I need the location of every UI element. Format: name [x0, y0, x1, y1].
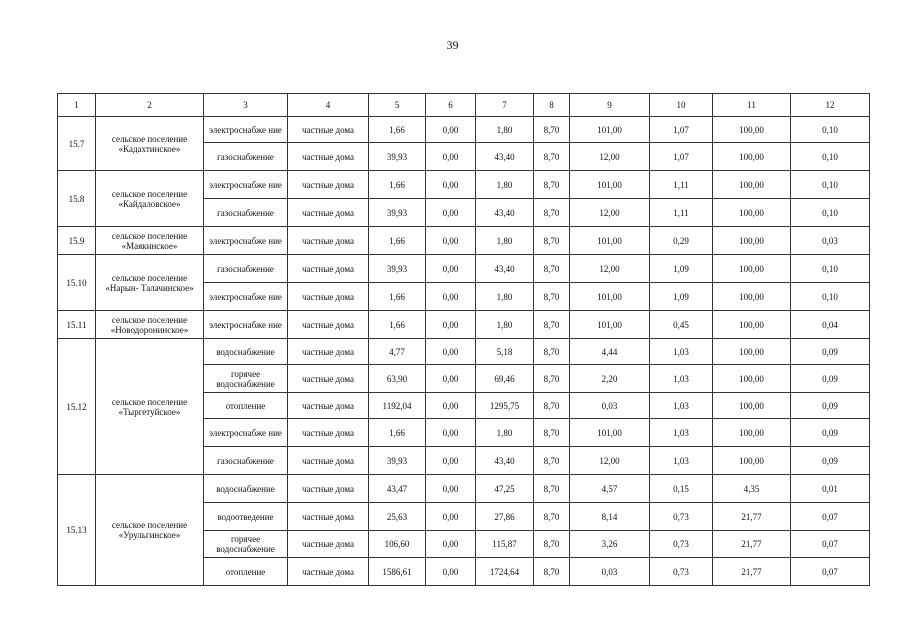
- value-cell: 12,00: [570, 143, 650, 171]
- value-cell: 25,63: [369, 503, 426, 531]
- value-cell: 0,09: [791, 447, 870, 475]
- value-cell: 0,00: [426, 475, 476, 503]
- consumer-type-cell: частные дома: [288, 475, 369, 503]
- consumer-type-cell: частные дома: [288, 531, 369, 558]
- value-cell: 8,70: [534, 283, 570, 311]
- service-cell: водоотведение: [204, 503, 288, 531]
- value-cell: 100,00: [713, 311, 791, 339]
- value-cell: 1,66: [369, 171, 426, 199]
- header-cell: 3: [204, 94, 288, 117]
- value-cell: 4,77: [369, 339, 426, 365]
- value-cell: 8,70: [534, 255, 570, 283]
- header-cell: 9: [570, 94, 650, 117]
- value-cell: 8,70: [534, 475, 570, 503]
- value-cell: 1,66: [369, 227, 426, 255]
- value-cell: 0,00: [426, 117, 476, 143]
- value-cell: 101,00: [570, 227, 650, 255]
- value-cell: 100,00: [713, 255, 791, 283]
- header-cell: 5: [369, 94, 426, 117]
- service-cell: электроснабже ние: [204, 227, 288, 255]
- table-body: [58, 94, 870, 586]
- value-cell: 0,09: [791, 419, 870, 447]
- value-cell: 43,40: [476, 447, 534, 475]
- value-cell: 100,00: [713, 393, 791, 419]
- header-row: [58, 94, 870, 117]
- value-cell: 1,66: [369, 419, 426, 447]
- value-cell: 0,00: [426, 447, 476, 475]
- value-cell: 1,80: [476, 227, 534, 255]
- value-cell: 5,18: [476, 339, 534, 365]
- settlement-name-cell: сельское поселение «Маякинское»: [96, 227, 204, 255]
- service-cell: электроснабже ние: [204, 171, 288, 199]
- value-cell: 1,03: [650, 419, 713, 447]
- header-cell: 11: [713, 94, 791, 117]
- value-cell: 0,10: [791, 143, 870, 171]
- value-cell: 21,77: [713, 503, 791, 531]
- value-cell: 43,47: [369, 475, 426, 503]
- value-cell: 106,60: [369, 531, 426, 558]
- header-cell: 7: [476, 94, 534, 117]
- service-cell: водоснабжение: [204, 339, 288, 365]
- value-cell: 1,09: [650, 283, 713, 311]
- value-cell: 0,10: [791, 199, 870, 227]
- consumer-type-cell: частные дома: [288, 171, 369, 199]
- value-cell: 1,80: [476, 283, 534, 311]
- consumer-type-cell: частные дома: [288, 199, 369, 227]
- value-cell: 1724,64: [476, 558, 534, 586]
- value-cell: 43,40: [476, 143, 534, 171]
- value-cell: 4,35: [713, 475, 791, 503]
- value-cell: 0,00: [426, 393, 476, 419]
- value-cell: 101,00: [570, 117, 650, 143]
- value-cell: 47,25: [476, 475, 534, 503]
- header-cell: 10: [650, 94, 713, 117]
- value-cell: 8,70: [534, 143, 570, 171]
- value-cell: 1,03: [650, 393, 713, 419]
- value-cell: 101,00: [570, 419, 650, 447]
- page-number: 39: [446, 38, 459, 52]
- table-row: [58, 227, 870, 255]
- value-cell: 8,70: [534, 531, 570, 558]
- value-cell: 1,03: [650, 365, 713, 393]
- value-cell: 100,00: [713, 419, 791, 447]
- value-cell: 1,80: [476, 311, 534, 339]
- value-cell: 1,09: [650, 255, 713, 283]
- value-cell: 0,00: [426, 311, 476, 339]
- value-cell: 100,00: [713, 365, 791, 393]
- value-cell: 0,07: [791, 531, 870, 558]
- consumer-type-cell: частные дома: [288, 503, 369, 531]
- value-cell: 8,70: [534, 199, 570, 227]
- value-cell: 1,11: [650, 199, 713, 227]
- value-cell: 1,11: [650, 171, 713, 199]
- value-cell: 8,70: [534, 311, 570, 339]
- settlement-name-cell: сельское поселение «Кадахтинское»: [96, 117, 204, 171]
- consumer-type-cell: частные дома: [288, 255, 369, 283]
- value-cell: 8,14: [570, 503, 650, 531]
- service-cell: отопление: [204, 393, 288, 419]
- table-row: [58, 339, 870, 365]
- value-cell: 0,03: [570, 393, 650, 419]
- value-cell: 1295,75: [476, 393, 534, 419]
- service-cell: газоснабжение: [204, 143, 288, 171]
- value-cell: 12,00: [570, 255, 650, 283]
- value-cell: 0,10: [791, 255, 870, 283]
- settlement-name-cell: сельское поселение «Нарын- Талачинское»: [96, 255, 204, 311]
- value-cell: 8,70: [534, 558, 570, 586]
- table-row: [58, 255, 870, 283]
- consumer-type-cell: частные дома: [288, 339, 369, 365]
- value-cell: 8,70: [534, 419, 570, 447]
- value-cell: 63,90: [369, 365, 426, 393]
- consumer-type-cell: частные дома: [288, 447, 369, 475]
- value-cell: 0,45: [650, 311, 713, 339]
- item-number-cell: 15.13: [58, 475, 96, 586]
- value-cell: 39,93: [369, 143, 426, 171]
- value-cell: 0,10: [791, 117, 870, 143]
- value-cell: 1,07: [650, 117, 713, 143]
- value-cell: 27,86: [476, 503, 534, 531]
- header-cell: 12: [791, 94, 870, 117]
- value-cell: 101,00: [570, 171, 650, 199]
- service-cell: газоснабжение: [204, 447, 288, 475]
- consumer-type-cell: частные дома: [288, 365, 369, 393]
- value-cell: 0,73: [650, 558, 713, 586]
- value-cell: 8,70: [534, 447, 570, 475]
- service-cell: водоснабжение: [204, 475, 288, 503]
- item-number-cell: 15.7: [58, 117, 96, 171]
- value-cell: 0,00: [426, 227, 476, 255]
- value-cell: 100,00: [713, 143, 791, 171]
- service-cell: электроснабже ние: [204, 311, 288, 339]
- value-cell: 3,26: [570, 531, 650, 558]
- item-number-cell: 15.12: [58, 339, 96, 475]
- header-cell: 8: [534, 94, 570, 117]
- header-cell: 6: [426, 94, 476, 117]
- consumer-type-cell: частные дома: [288, 419, 369, 447]
- value-cell: 0,01: [791, 475, 870, 503]
- service-cell: газоснабжение: [204, 255, 288, 283]
- value-cell: 0,00: [426, 255, 476, 283]
- consumer-type-cell: частные дома: [288, 283, 369, 311]
- service-cell: отопление: [204, 558, 288, 586]
- settlement-name-cell: сельское поселение «Тыргетуйское»: [96, 339, 204, 475]
- value-cell: 0,00: [426, 419, 476, 447]
- value-cell: 0,15: [650, 475, 713, 503]
- value-cell: 100,00: [713, 339, 791, 365]
- value-cell: 12,00: [570, 447, 650, 475]
- value-cell: 1,80: [476, 117, 534, 143]
- value-cell: 101,00: [570, 283, 650, 311]
- value-cell: 4,57: [570, 475, 650, 503]
- value-cell: 0,73: [650, 531, 713, 558]
- value-cell: 0,09: [791, 365, 870, 393]
- value-cell: 2,20: [570, 365, 650, 393]
- table-row: [58, 475, 870, 503]
- value-cell: 8,70: [534, 171, 570, 199]
- value-cell: 21,77: [713, 531, 791, 558]
- value-cell: 100,00: [713, 171, 791, 199]
- value-cell: 0,10: [791, 283, 870, 311]
- value-cell: 115,87: [476, 531, 534, 558]
- value-cell: 101,00: [570, 311, 650, 339]
- value-cell: 43,40: [476, 255, 534, 283]
- value-cell: 1,07: [650, 143, 713, 171]
- value-cell: 4,44: [570, 339, 650, 365]
- item-number-cell: 15.9: [58, 227, 96, 255]
- value-cell: 8,70: [534, 365, 570, 393]
- value-cell: 1,80: [476, 419, 534, 447]
- value-cell: 1,66: [369, 311, 426, 339]
- value-cell: 0,03: [570, 558, 650, 586]
- value-cell: 0,29: [650, 227, 713, 255]
- value-cell: 0,00: [426, 171, 476, 199]
- service-cell: электроснабже ние: [204, 419, 288, 447]
- value-cell: 1,66: [369, 117, 426, 143]
- value-cell: 1192,04: [369, 393, 426, 419]
- value-cell: 0,07: [791, 503, 870, 531]
- value-cell: 0,03: [791, 227, 870, 255]
- value-cell: 100,00: [713, 227, 791, 255]
- value-cell: 0,09: [791, 393, 870, 419]
- value-cell: 100,00: [713, 117, 791, 143]
- table-row: [58, 311, 870, 339]
- header-cell: 2: [96, 94, 204, 117]
- header-cell: 1: [58, 94, 96, 117]
- value-cell: 100,00: [713, 283, 791, 311]
- value-cell: 8,70: [534, 393, 570, 419]
- settlement-name-cell: сельское поселение «Новодоронинское»: [96, 311, 204, 339]
- settlement-name-cell: сельское поселение «Урульгинское»: [96, 475, 204, 586]
- value-cell: 0,00: [426, 339, 476, 365]
- value-cell: 1,03: [650, 339, 713, 365]
- item-number-cell: 15.11: [58, 311, 96, 339]
- value-cell: 0,00: [426, 283, 476, 311]
- value-cell: 21,77: [713, 558, 791, 586]
- value-cell: 100,00: [713, 447, 791, 475]
- value-cell: 69,46: [476, 365, 534, 393]
- value-cell: 0,00: [426, 503, 476, 531]
- value-cell: 39,93: [369, 255, 426, 283]
- value-cell: 8,70: [534, 339, 570, 365]
- value-cell: 0,00: [426, 558, 476, 586]
- consumer-type-cell: частные дома: [288, 117, 369, 143]
- service-cell: горячее водоснабжение: [204, 365, 288, 393]
- value-cell: 0,10: [791, 171, 870, 199]
- settlement-name-cell: сельское поселение «Кайдаловское»: [96, 171, 204, 227]
- value-cell: 1,80: [476, 171, 534, 199]
- value-cell: 1,03: [650, 447, 713, 475]
- value-cell: 0,07: [791, 558, 870, 586]
- value-cell: 39,93: [369, 447, 426, 475]
- value-cell: 0,00: [426, 365, 476, 393]
- value-cell: 43,40: [476, 199, 534, 227]
- header-cell: 4: [288, 94, 369, 117]
- table-row: [58, 171, 870, 199]
- table-row: [58, 117, 870, 143]
- value-cell: 100,00: [713, 199, 791, 227]
- value-cell: 1586,61: [369, 558, 426, 586]
- value-cell: 0,00: [426, 143, 476, 171]
- service-cell: электроснабже ние: [204, 283, 288, 311]
- service-cell: электроснабже ние: [204, 117, 288, 143]
- consumer-type-cell: частные дома: [288, 558, 369, 586]
- value-cell: 0,04: [791, 311, 870, 339]
- consumer-type-cell: частные дома: [288, 311, 369, 339]
- value-cell: 1,66: [369, 283, 426, 311]
- value-cell: 0,00: [426, 199, 476, 227]
- consumer-type-cell: частные дома: [288, 227, 369, 255]
- service-cell: газоснабжение: [204, 199, 288, 227]
- tariff-table: [57, 93, 870, 586]
- value-cell: 0,00: [426, 531, 476, 558]
- value-cell: 8,70: [534, 117, 570, 143]
- consumer-type-cell: частные дома: [288, 143, 369, 171]
- value-cell: 39,93: [369, 199, 426, 227]
- value-cell: 8,70: [534, 227, 570, 255]
- item-number-cell: 15.10: [58, 255, 96, 311]
- value-cell: 0,09: [791, 339, 870, 365]
- item-number-cell: 15.8: [58, 171, 96, 227]
- value-cell: 0,73: [650, 503, 713, 531]
- value-cell: 12,00: [570, 199, 650, 227]
- service-cell: горячее водоснабжение: [204, 531, 288, 558]
- consumer-type-cell: частные дома: [288, 393, 369, 419]
- value-cell: 8,70: [534, 503, 570, 531]
